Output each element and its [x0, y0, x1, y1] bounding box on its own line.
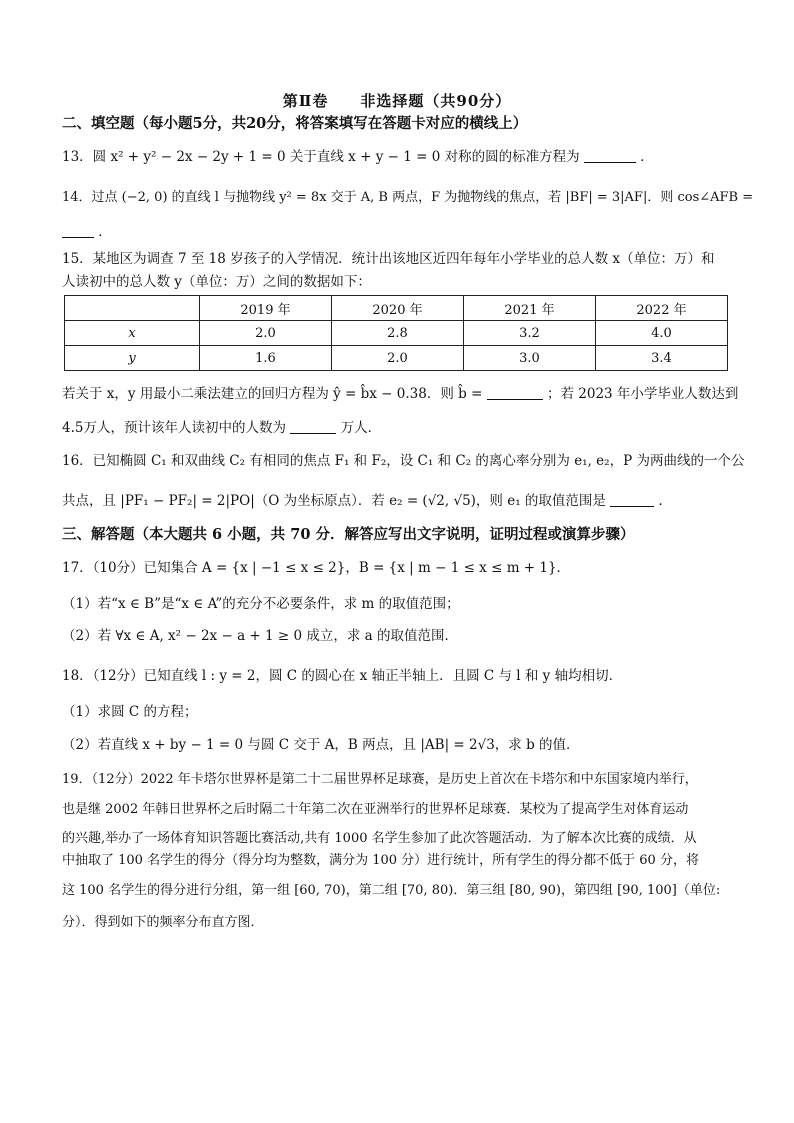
table-cell: 3.0 [464, 346, 596, 371]
question-19-line-1: 19．（12分）2022 年卡塔尔世界杯是第二十二届世界杯足球赛，是历史上首次在卡塔尔和中东国家境内举行， [62, 772, 698, 787]
table-row-label: x [65, 321, 200, 346]
table-cell: 2.8 [332, 321, 464, 346]
table-header-cell: 2020 年 [332, 296, 464, 321]
question-17-part-1: （1）若“x ∈ B”是“x ∈ A”的充分不必要条件，求 m 的取值范围； [62, 596, 460, 612]
answer-blank-13 [584, 148, 636, 163]
question-17-part-2: （2）若 ∀x ∈ A, x² − 2x − a + 1 ≥ 0 成立，求 a 的取值范围． [62, 628, 459, 644]
section-fill-in-heading: 二、填空题（每小题5分，共20分，将答案填写在答题卡对应的横线上） [62, 115, 528, 132]
question-19-line-5: 这 100 名学生的得分进行分组，第一组 [60, 70)，第二组 [70, 80)．第三组 [80, 90)，第四组 [90, 100]（单位: [62, 883, 721, 898]
paper-title: 第Ⅱ卷 非选择题（共90分） [282, 92, 512, 110]
question-15-line-1: 15．某地区为调查 7 至 18 岁孩子的入学情况．统计出该地区近四年每年小学毕业的总人数 x（单位：万）和 [62, 251, 715, 267]
question-16-condition-text: 共点，且 |PF₁ − PF₂| = 2|PO|（O 为坐标原点）．若 e₂ = (√2, √5)，则 e₁ 的取值范围是 [62, 493, 606, 509]
answer-blank-15b [290, 419, 336, 434]
question-13 [62, 147, 654, 167]
question-16-end: ． [658, 493, 673, 509]
question-18-part-1: （1）求圆 C 的方程； [62, 704, 198, 720]
section-solution-heading: 三、解答题（本大题共 6 小题，共 70 分．解答应写出文字说明，证明过程或演算步骤） [62, 526, 635, 543]
question-19-line-2: 也是继 2002 年韩日世界杯之后时隔二十年第二次在亚洲举行的世界杯足球赛．某校为了提高学生对体育运动 [62, 802, 689, 817]
question-19-line-4: 中抽取了 100 名学生的得分（得分均为整数，满分为 100 分）进行统计，所有学生的得分都不低于 60 分，将 [62, 853, 699, 868]
question-15-estimate-text: 4.5万人，预计该年人读初中的人数为 [62, 420, 286, 436]
table-row-label: y [65, 346, 200, 371]
table-row [65, 321, 728, 346]
table-row [65, 346, 728, 371]
question-15-regression-text: 若关于 x，y 用最小二乘法建立的回归方程为 ŷ = b̂x − 0.38．则 b̂ = [62, 386, 483, 402]
table-cell: 1.6 [200, 346, 332, 371]
question-15-forecast-text: ；若 2023 年小学毕业人数达到 [546, 386, 739, 402]
table-header-cell: 2019 年 [200, 296, 332, 321]
question-14: 14．过点 (−2, 0) 的直线 l 与抛物线 y² = 8x 交于 A, B 两点，F 为抛物线的焦点，若 |BF| = 3|AF|．则 cos∠AFB = [62, 190, 754, 205]
question-19-line-6: 分）．得到如下的频率分布直方图． [62, 915, 264, 930]
table-cell: 3.4 [596, 346, 728, 371]
question-16-line-1: 16．已知椭圆 C₁ 和双曲线 C₂ 有相同的焦点 F₁ 和 F₂，设 C₁ 和 C₂ 的离心率分别为 e₁, e₂，P 为两曲线的一个公 [62, 453, 745, 469]
answer-blank-16 [610, 492, 654, 507]
question-13-text: 13．圆 x² + y² − 2x − 2y + 1 = 0 关于直线 x + y − 1 = 0 对称的圆的标准方程为 [62, 149, 580, 165]
table-row [65, 296, 728, 321]
question-15-unit-text: 万人． [340, 420, 382, 436]
question-16-line-2 [62, 491, 672, 511]
table-cell: 4.0 [596, 321, 728, 346]
question-15-line-3 [62, 384, 738, 404]
question-13-end: ． [640, 149, 654, 165]
data-table [64, 295, 728, 371]
question-18-part-2: （2）若直线 x + by − 1 = 0 与圆 C 交于 A，B 两点，且 |AB| = 2√3，求 b 的值． [62, 737, 580, 753]
question-15-line-2: 人读初中的总人数 y（单位：万）之间的数据如下： [62, 274, 371, 290]
table-header-cell: 2021 年 [464, 296, 596, 321]
question-15-line-4 [62, 418, 381, 438]
question-17: 17．（10分）已知集合 A = {x | −1 ≤ x ≤ 2}，B = {x | m − 1 ≤ x ≤ m + 1}． [62, 560, 571, 576]
table-header-cell: 2022 年 [596, 296, 728, 321]
question-14-blank-line [62, 222, 112, 242]
question-18: 18．（12分）已知直线 l : y = 2，圆 C 的圆心在 x 轴正半轴上．且圆 C 与 l 和 y 轴均相切． [62, 668, 623, 684]
question-19-line-3: 的兴趣,举办了一场体育知识答题比赛活动,共有 1000 名学生参加了此次答题活动．为了解本次比赛的成绩．从 [62, 831, 697, 846]
table-cell: 2.0 [200, 321, 332, 346]
table-cell: 3.2 [464, 321, 596, 346]
table-cell: 2.0 [332, 346, 464, 371]
question-14-end: ． [98, 224, 112, 240]
answer-blank-15a [487, 385, 543, 400]
answer-blank-14 [62, 223, 94, 238]
table-corner-cell [65, 296, 200, 321]
